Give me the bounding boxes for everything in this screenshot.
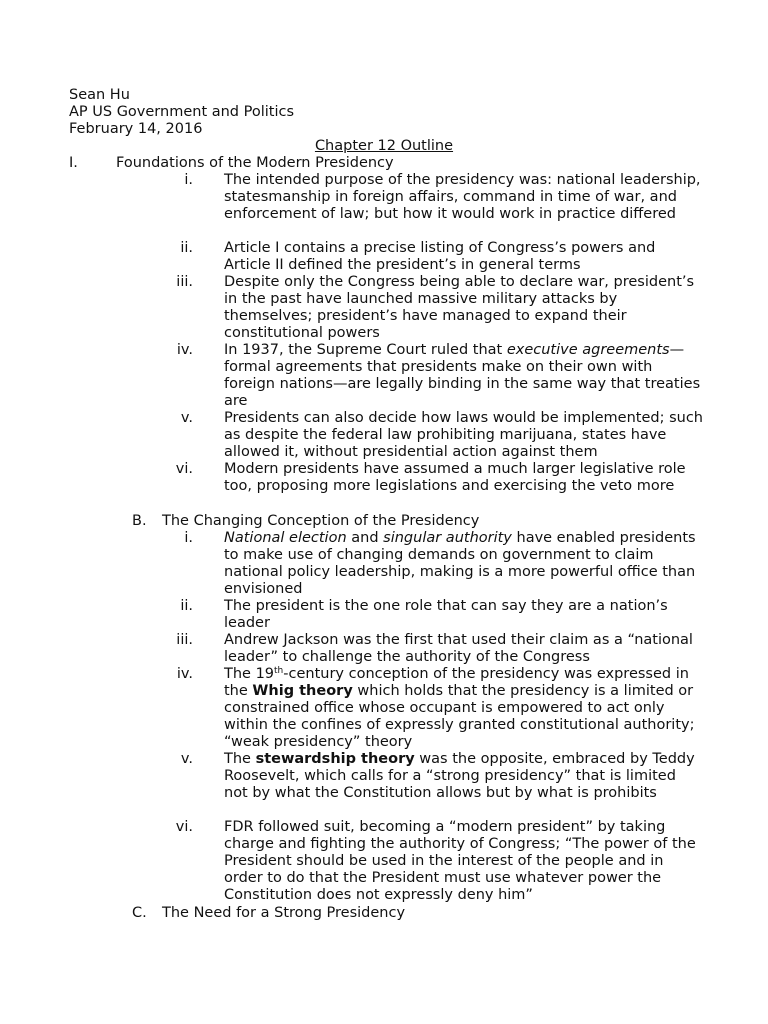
item-text: Article I contains a precise listing of Congress’s powers and Article II defined the president’s in general terms bbox=[224, 240, 656, 273]
item-number: vi. bbox=[175, 461, 193, 477]
item-number: i. bbox=[184, 530, 193, 546]
bold-term: Whig theory bbox=[252, 683, 353, 699]
item-text: Modern presidents have assumed a much larger legislative role too, proposing more legislations and exercising the veto more bbox=[224, 461, 686, 494]
bold-term: stewardship theory bbox=[255, 751, 415, 767]
item-text: The 19th-century conception of the presidency was expressed in the Whig theory which holds that the presidency is a limited or constrained office whose occupant is empowered to act only within the confines of expressly granted constitutional authority; “weak presidency” theory bbox=[224, 666, 695, 750]
emphasis-term: executive agreements bbox=[506, 342, 670, 358]
item-text: FDR followed suit, becoming a “modern president” by taking charge and fighting the authority of Congress; “The power of the President should be used in the interest of the people and in order to do that the President must use whatever power the Constitution does not expressly deny him” bbox=[224, 819, 696, 903]
subsection-title: The Changing Conception of the Presidency bbox=[162, 513, 480, 529]
item-text: National election and singular authority have enabled presidents to make use of changing demands on government to claim national policy leadership, making is a more powerful office than envisioned bbox=[224, 530, 696, 597]
emphasis-term: singular authority bbox=[383, 530, 512, 546]
emphasis-term: National election bbox=[224, 530, 347, 546]
subsection-title: The Need for a Strong Presidency bbox=[162, 905, 406, 921]
subsection-number: B. bbox=[132, 513, 147, 529]
document-date: February 14, 2016 bbox=[69, 121, 203, 137]
item-text: In 1937, the Supreme Court ruled that executive agreements—formal agreements that presidents make on their own with foreign nations—are legally binding in the same way that treaties are bbox=[224, 342, 701, 409]
item-text: The intended purpose of the presidency was: national leadership, statesmanship in foreign affairs, command in time of war, and enforcement of law; but how it would work in practice differed bbox=[224, 172, 701, 222]
item-number: v. bbox=[180, 751, 193, 767]
item-text: The stewardship theory was the opposite, embraced by Teddy Roosevelt, which calls for a “strong presidency” that is limited not by what the Constitution allows but by what is prohibits bbox=[224, 751, 695, 801]
course-name: AP US Government and Politics bbox=[69, 104, 295, 120]
item-number: i. bbox=[184, 172, 193, 188]
item-number: ii. bbox=[180, 240, 193, 256]
section-title: Foundations of the Modern Presidency bbox=[116, 155, 394, 171]
item-number: ii. bbox=[180, 598, 193, 614]
item-text: The president is the one role that can say they are a nation’s leader bbox=[224, 598, 668, 631]
item-number: vi. bbox=[175, 819, 193, 835]
item-number: iii. bbox=[176, 632, 193, 648]
item-number: iv. bbox=[176, 666, 193, 682]
author-name: Sean Hu bbox=[69, 87, 130, 103]
item-text: Despite only the Congress being able to declare war, president’s in the past have launched massive military attacks by themselves; president’s have managed to expand their constitutional powers bbox=[224, 274, 695, 341]
item-number: v. bbox=[180, 410, 193, 426]
item-text: Andrew Jackson was the first that used their claim as a “national leader” to challenge the authority of the Congress bbox=[224, 632, 693, 665]
item-text: Presidents can also decide how laws would be implemented; such as despite the federal law prohibiting marijuana, states have allowed it, without presidential action against them bbox=[224, 410, 703, 460]
section-number: I. bbox=[69, 155, 78, 171]
subsection-number: C. bbox=[132, 905, 147, 921]
page-title: Chapter 12 Outline bbox=[314, 138, 454, 154]
item-number: iii. bbox=[176, 274, 193, 290]
item-number: iv. bbox=[176, 342, 193, 358]
ordinal-superscript: th bbox=[274, 666, 284, 676]
